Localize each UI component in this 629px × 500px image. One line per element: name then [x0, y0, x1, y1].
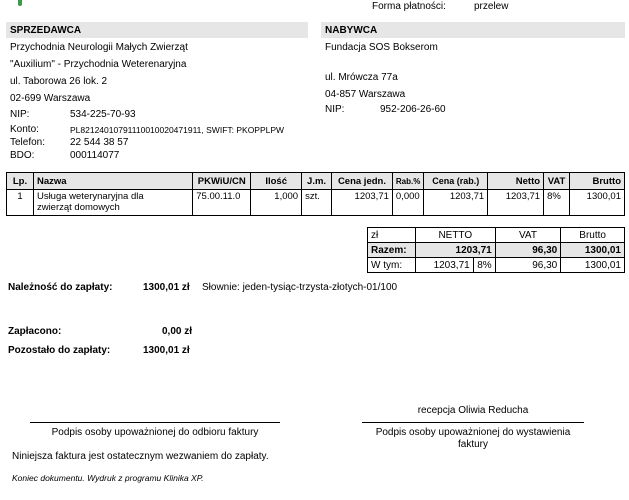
summary-currency: zł: [368, 228, 416, 243]
seller-bdo: 000114077: [70, 150, 120, 161]
summary-sub-row: [368, 258, 625, 273]
remaining-amount: 1300,01 zł: [143, 345, 190, 356]
col-nazwa: Nazwa: [33, 173, 192, 190]
summary-total-vat: 96,30: [495, 243, 561, 258]
cell-jm: szt.: [302, 190, 332, 216]
col-netto: Netto: [488, 173, 544, 190]
issuer-signature-caption-2: faktury: [457, 439, 488, 450]
paid-label: Zapłacono:: [8, 326, 62, 337]
payment-notice: Niniejsza faktura jest ostatecznym wezwaniem do zapłaty.: [12, 451, 269, 462]
cell-lp: 1: [7, 190, 34, 216]
cell-nazwa-line2: zwierząt domowych: [36, 202, 120, 213]
payment-label: Forma płatności:: [372, 1, 446, 12]
cell-brutto: 1300,01: [570, 190, 625, 216]
summary-header-row: [368, 228, 625, 243]
buyer-nip-label: NIP:: [325, 104, 345, 115]
seller-konto: PL82124010791110010020471911, SWIFT: PKOPPLPW: [70, 125, 285, 135]
issuer-signature-line: [362, 422, 584, 423]
summary-sub-brutto: 1300,01: [561, 258, 625, 273]
col-lp: Lp.: [7, 173, 34, 190]
summary-total-row: [368, 243, 625, 258]
buyer-street: ul. Mrówcza 77a: [325, 72, 398, 83]
col-pkwiu: PKWiU/CN: [193, 173, 251, 190]
cell-pkwiu: 75.00.11.0: [193, 190, 251, 216]
summary-total-netto: 1203,71: [415, 243, 495, 258]
summary-sub-rate: 8%: [473, 258, 495, 273]
cell-vat: 8%: [544, 190, 570, 216]
logo-fragment: [18, 0, 22, 6]
issuer-signature-caption-1: Podpis osoby upoważnionej do wystawienia: [375, 427, 571, 438]
seller-header: SPRZEDAWCA: [6, 22, 308, 38]
seller-telefon-label: Telefon:: [10, 137, 46, 148]
payment-value: przelew: [474, 1, 509, 12]
due-words: Słownie: jeden-tysiąc-trzysta-złotych-01/100: [202, 282, 398, 293]
due-label: Należność do zapłaty:: [8, 282, 113, 293]
col-cena-rab: Cena (rab.): [424, 173, 488, 190]
cell-cena-rab: 1203,71: [424, 190, 488, 216]
buyer-nip: 952-206-26-60: [380, 104, 446, 115]
col-brutto: Brutto: [570, 173, 625, 190]
summary-total-label: Razem:: [368, 243, 416, 258]
buyer-header: NABYWCA: [321, 22, 625, 38]
summary-total-brutto: 1300,01: [561, 243, 625, 258]
col-ilosc: Ilość: [251, 173, 302, 190]
summary-table: [367, 227, 625, 273]
seller-konto-label: Konto:: [10, 124, 39, 135]
paid-amount: 0,00 zł: [162, 326, 193, 337]
cell-nazwa-line1: Usługa weterynaryjna dla: [36, 191, 144, 202]
buyer-name: Fundacja SOS Bokserom: [325, 42, 438, 53]
seller-nip-label: NIP:: [10, 109, 30, 120]
summary-h-netto: NETTO: [415, 228, 495, 243]
seller-city: 02-699 Warszawa: [10, 93, 91, 104]
due-amount: 1300,01 zł: [143, 282, 190, 293]
col-jm: J.m.: [302, 173, 332, 190]
seller-name2: "Auxilium" - Przychodnia Weterenaryjna: [10, 59, 187, 70]
cell-nazwa: [33, 190, 192, 216]
col-vat: VAT: [544, 173, 570, 190]
cell-ilosc: 1,000: [251, 190, 302, 216]
summary-sub-label: W tym:: [368, 258, 416, 273]
summary-h-vat: VAT: [495, 228, 561, 243]
issuer-name: recepcja Oliwia Reducha: [417, 405, 529, 416]
buyer-city: 04-857 Warszawa: [325, 89, 406, 100]
col-cena-jedn: Cena jedn.: [332, 173, 393, 190]
seller-telefon: 22 544 38 57: [70, 137, 129, 148]
summary-sub-netto: 1203,71: [415, 258, 473, 273]
cell-rabat: 0,000: [392, 190, 423, 216]
summary-sub-vat: 96,30: [495, 258, 561, 273]
cell-netto: 1203,71: [488, 190, 544, 216]
table-row: [7, 190, 625, 216]
seller-name1: Przychodnia Neurologii Małych Zwierząt: [10, 42, 188, 53]
remaining-label: Pozostało do zapłaty:: [8, 345, 111, 356]
cell-cena-jedn: 1203,71: [332, 190, 393, 216]
seller-nip: 534-225-70-93: [70, 109, 136, 120]
seller-bdo-label: BDO:: [10, 150, 35, 161]
items-table: [6, 172, 625, 216]
receiver-signature-caption: Podpis osoby upoważnionej do odbioru faktury: [51, 427, 259, 438]
document-footer: Koniec dokumentu. Wydruk z programu Klinika XP.: [12, 473, 204, 483]
col-rabat: Rab.%: [392, 173, 423, 190]
seller-street: ul. Taborowa 26 lok. 2: [10, 76, 108, 87]
receiver-signature-line: [30, 422, 280, 423]
summary-h-brutto: Brutto: [561, 228, 625, 243]
items-header-row: [7, 173, 625, 190]
